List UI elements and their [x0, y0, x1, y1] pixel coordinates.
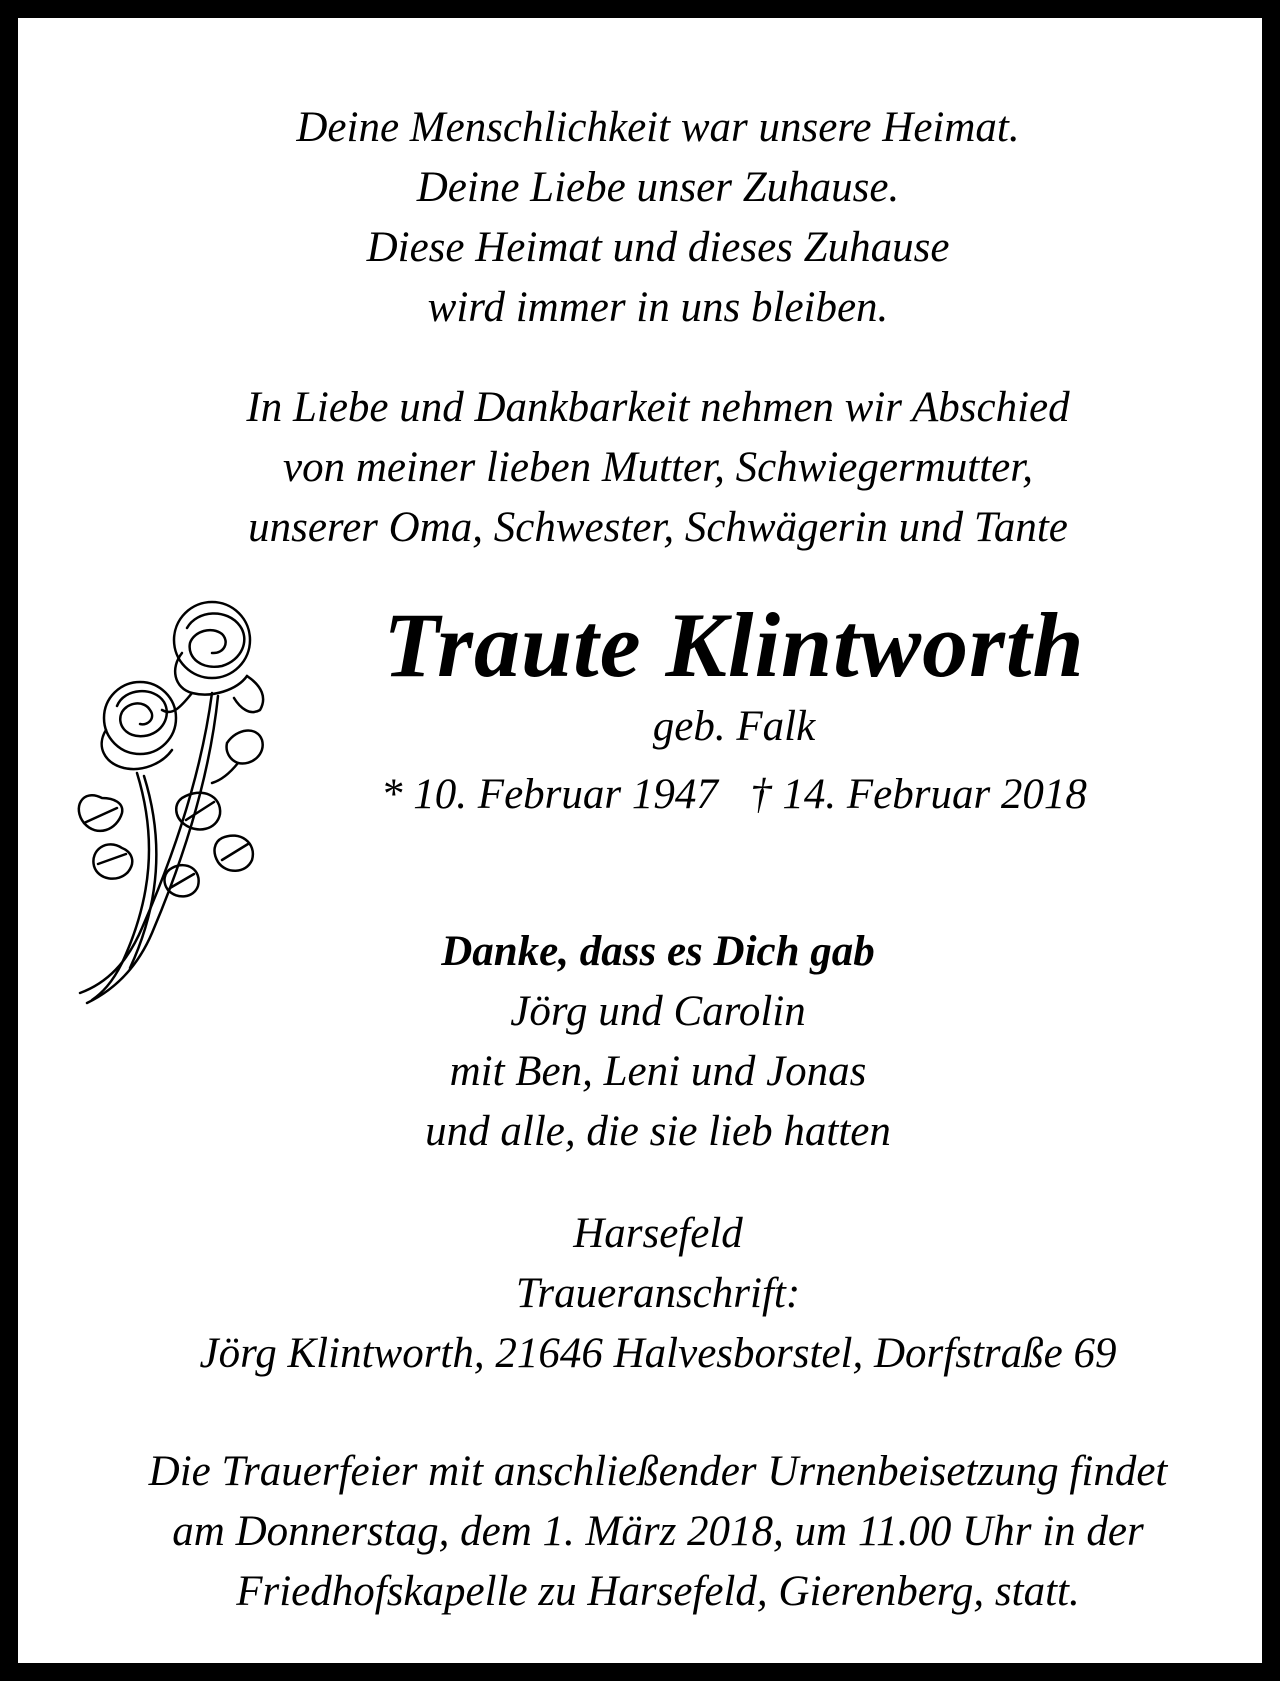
deceased-name: Traute Klintworth — [383, 594, 1085, 696]
poem-line-4: wird immer in uns bleiben. — [427, 284, 889, 331]
mourning-address: Jörg Klintworth, 21646 Halvesborstel, Dorfstraße 69 — [199, 1330, 1117, 1377]
thanks-line: Danke, dass es Dich gab — [441, 928, 875, 975]
intro-line-1: In Liebe und Dankbarkeit nehmen wir Abschied — [246, 384, 1070, 431]
poem-line-2: Deine Liebe unser Zuhause. — [416, 164, 900, 211]
maiden-name: geb. Falk — [652, 703, 816, 750]
mourning-address-label: Traueranschrift: — [515, 1270, 801, 1317]
poem-line-3: Diese Heimat und dieses Zuhause — [366, 224, 950, 271]
intro-line-3: unserer Oma, Schwester, Schwägerin und Tante — [248, 504, 1068, 551]
family-line-1: Jörg und Carolin — [510, 988, 806, 1035]
family-line-2: mit Ben, Leni und Jonas — [449, 1048, 867, 1095]
place-name: Harsefeld — [573, 1210, 743, 1257]
poem-line-1: Deine Menschlichkeit war unsere Heimat. — [296, 104, 1020, 151]
ceremony-line-3: Friedhofskapelle zu Harsefeld, Gierenberg, statt. — [236, 1568, 1080, 1615]
family-line-3: und alle, die sie lieb hatten — [425, 1108, 891, 1155]
ceremony-line-2: am Donnerstag, dem 1. März 2018, um 11.00 Uhr in der — [172, 1508, 1144, 1555]
life-dates: * 10. Februar 1947 † 14. Februar 2018 — [381, 771, 1087, 818]
intro-line-2: von meiner lieben Mutter, Schwiegermutter, — [283, 444, 1033, 491]
ceremony-line-1: Die Trauerfeier mit anschließender Urnenbeisetzung findet — [148, 1448, 1168, 1495]
